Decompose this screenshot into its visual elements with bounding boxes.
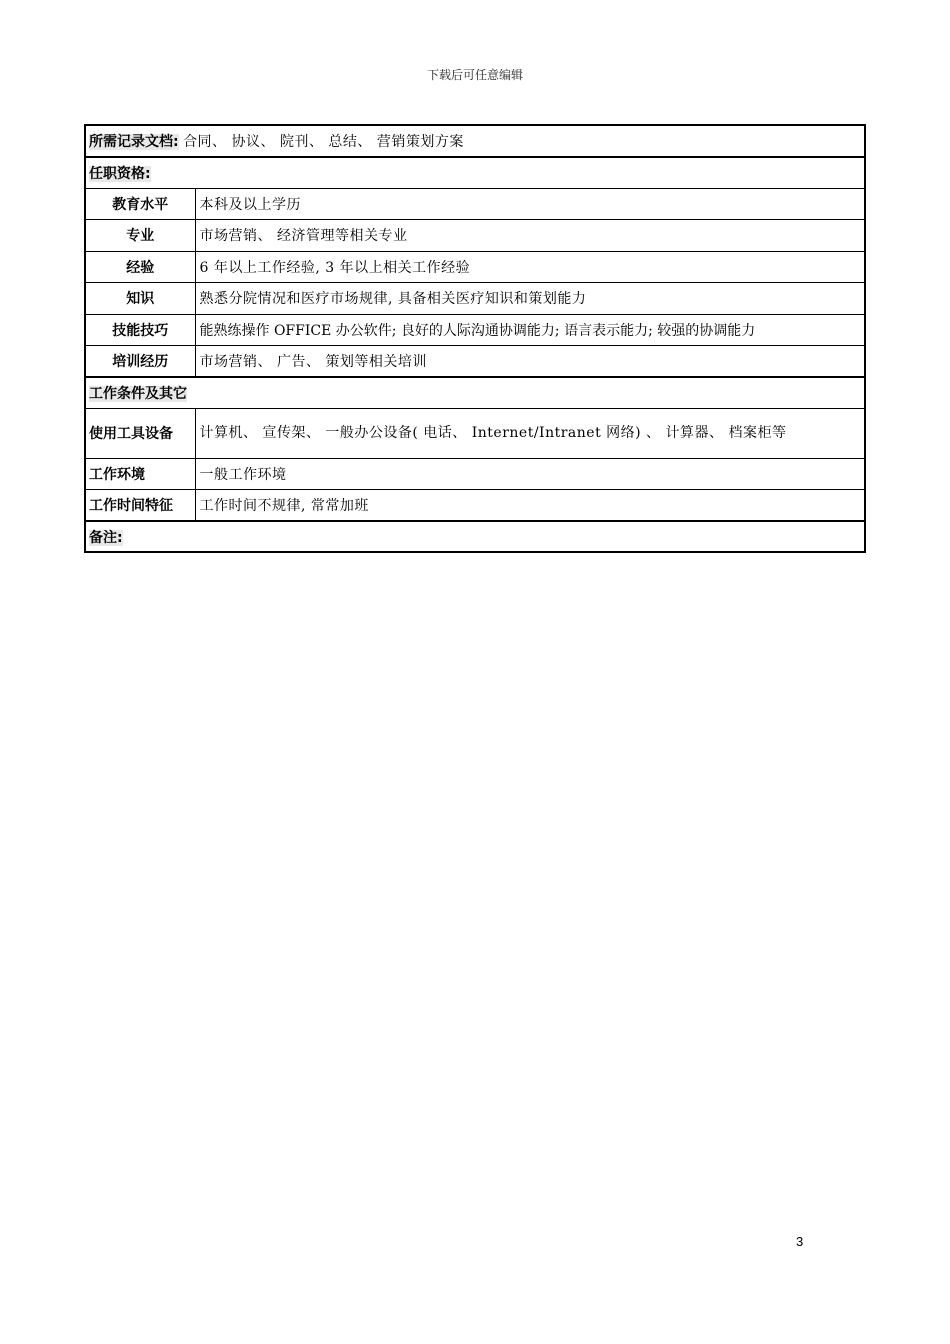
row-label-training: 培训经历 — [85, 345, 195, 377]
job-requirements-table — [84, 124, 866, 553]
row-label-education: 教育水平 — [85, 188, 195, 219]
row-label-experience: 经验 — [85, 251, 195, 282]
qualifications-section-row — [85, 157, 865, 188]
row-value-experience: 6 年以上工作经验, 3 年以上相关工作经验 — [195, 251, 865, 282]
records-value: 合同、 协议、 院刊、 总结、 营销策划方案 — [183, 134, 464, 150]
qualifications-title: 任职资格: — [89, 165, 151, 182]
records-label: 所需记录文档: — [89, 134, 179, 150]
row-value-training: 市场营销、 广告、 策划等相关培训 — [195, 345, 865, 377]
work-conditions-section-row — [85, 377, 865, 408]
page-number: 3 — [796, 1234, 804, 1249]
row-value-work-hours: 工作时间不规律, 常常加班 — [195, 489, 865, 521]
table-row — [85, 282, 865, 314]
row-label-work-hours: 工作时间特征 — [85, 489, 195, 521]
table-row — [85, 314, 865, 345]
row-label-skills: 技能技巧 — [85, 314, 195, 345]
row-label-environment: 工作环境 — [85, 458, 195, 489]
remarks-label: 备注: — [89, 529, 123, 546]
header-note: 下载后可任意编辑 — [426, 68, 523, 82]
work-conditions-title: 工作条件及其它 — [89, 385, 187, 402]
row-value-environment: 一般工作环境 — [195, 458, 865, 489]
remarks-row — [85, 521, 865, 552]
table-row — [85, 251, 865, 282]
row-label-tools: 使用工具设备 — [85, 408, 195, 458]
records-row — [85, 125, 865, 157]
table-row — [85, 345, 865, 377]
row-value-education: 本科及以上学历 — [195, 188, 865, 219]
row-value-major: 市场营销、 经济管理等相关专业 — [195, 219, 865, 251]
row-value-skills: 能熟练操作 OFFICE 办公软件; 良好的人际沟通协调能力; 语言表示能力; 较强的协调能力 — [195, 314, 865, 345]
row-value-tools: 计算机、 宣传架、 一般办公设备( 电话、 Internet/Intranet 网络) 、 计算器、 档案柜等 — [195, 408, 865, 458]
table-row — [85, 458, 865, 489]
table-row — [85, 489, 865, 521]
row-label-knowledge: 知识 — [85, 282, 195, 314]
table-row — [85, 219, 865, 251]
row-value-knowledge: 熟悉分院情况和医疗市场规律, 具备相关医疗知识和策划能力 — [195, 282, 865, 314]
row-label-major: 专业 — [85, 219, 195, 251]
table-row — [85, 188, 865, 219]
table-row — [85, 408, 865, 458]
